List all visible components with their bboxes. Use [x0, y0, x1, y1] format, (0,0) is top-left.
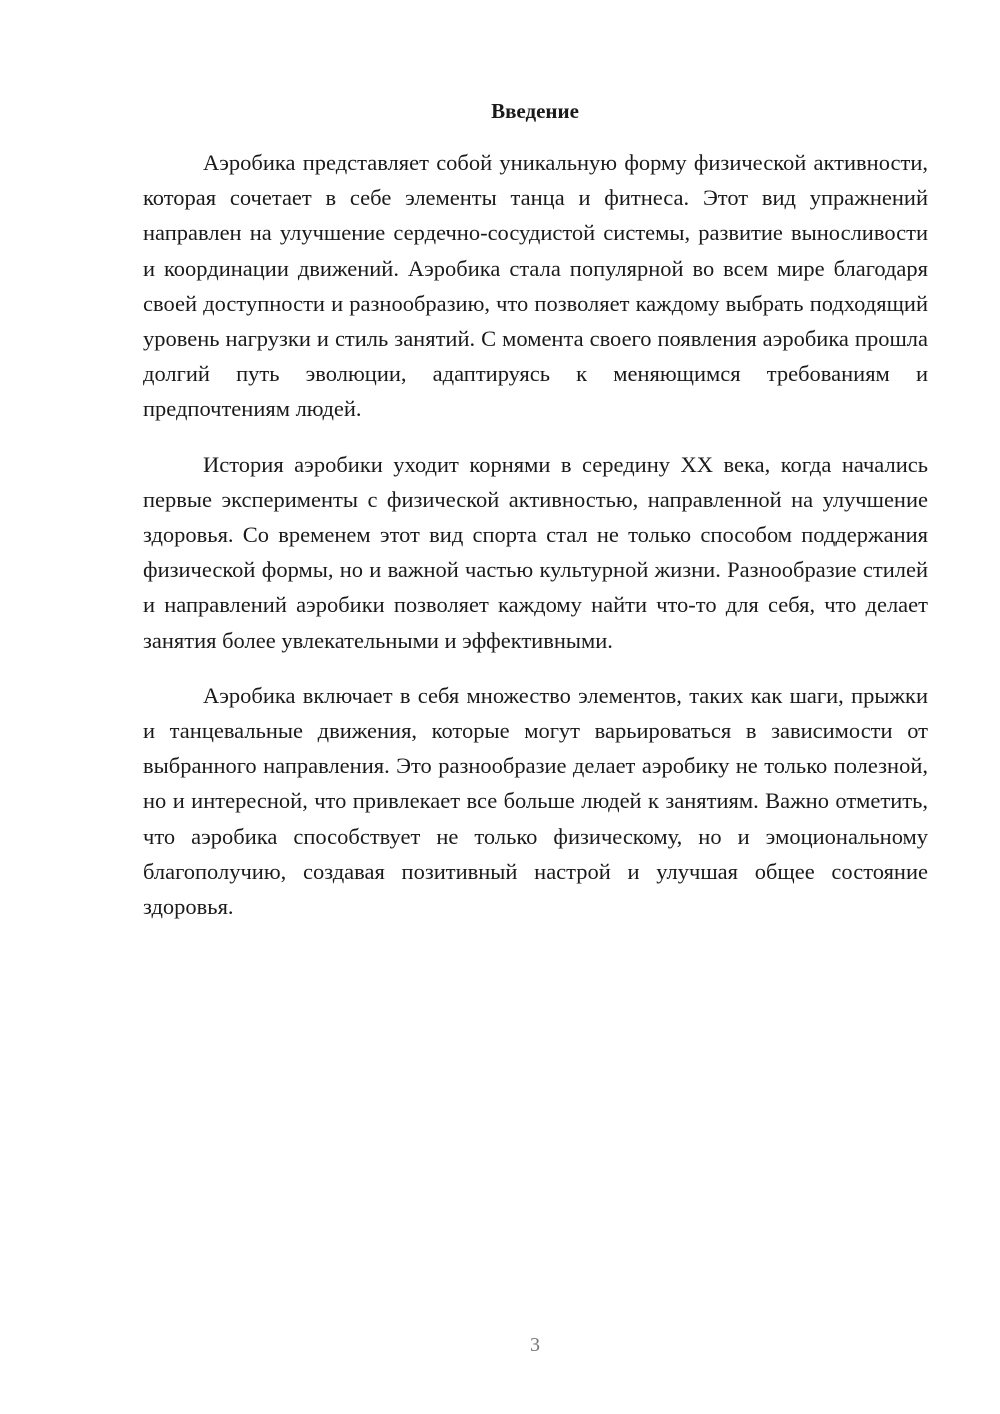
body-text: [143, 145, 928, 944]
page-number: 3: [530, 1334, 540, 1356]
paragraph-2: История аэробики уходит корнями в середину XX века, когда начались первые эксперименты с физической активностью, направленной на улучшение здоровья. Со временем этот вид спорта стал не только способом поддержания физической формы, но и важной частью культурной жизни. Разнообразие стилей и направлений аэробики позволяет каждому найти что-то для себя, что делает занятия более увлекательными и эффективными.: [143, 451, 928, 653]
paragraph-1: Аэробика представляет собой уникальную форму физической активности, которая сочетает в себе элементы танца и фитнеса. Этот вид упражнений направлен на улучшение сердечно-сосудистой системы, развитие выносливости и координации движений. Аэробика стала популярной во всем мире благодаря своей доступности и разнообразию, что позволяет каждому выбрать подходящий уровень нагрузки и стиль занятий. С момента своего появления аэробика прошла долгий путь эволюции, адаптируясь к меняющимся требованиям и предпочтениям людей.: [143, 150, 928, 422]
paragraph-3: Аэробика включает в себя множество элементов, таких как шаги, прыжки и танцевальные движения, которые могут варьироваться в зависимости от выбранного направления. Это разнообразие делает аэробику не только полезной, но и интересной, что привлекает все больше людей к занятиям. Важно отметить, что аэробика способствует не только физическому, но и эмоциональному благополучию, создавая позитивный настрой и улучшая общее состояние здоровья.: [143, 682, 928, 920]
page-title: Введение: [491, 99, 579, 123]
